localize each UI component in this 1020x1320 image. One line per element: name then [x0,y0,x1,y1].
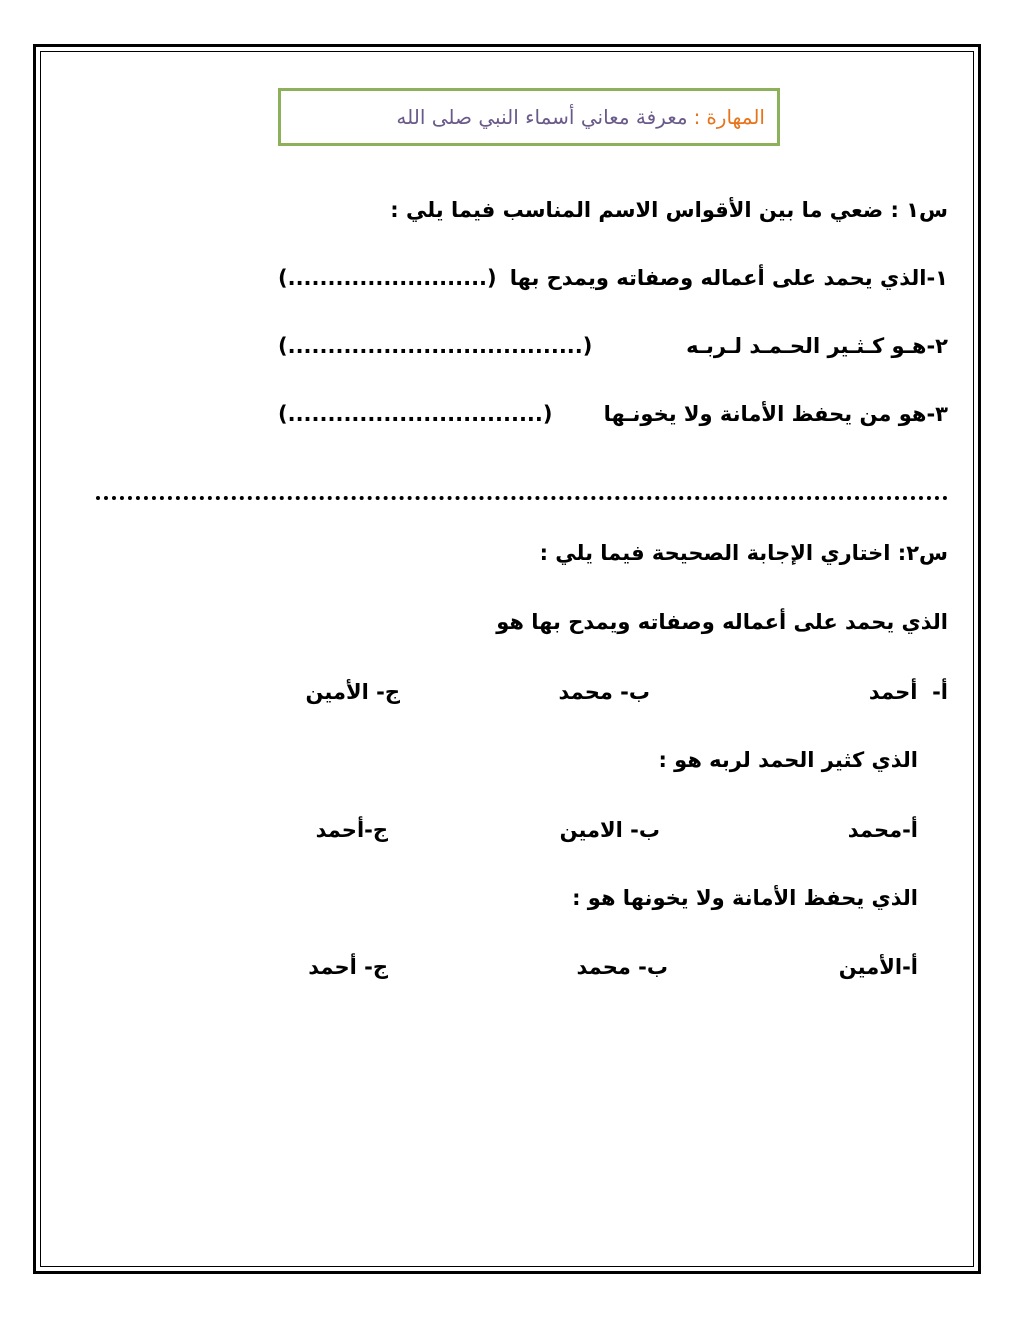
q2-heading: س٢: اختاري الإجابة الصحيحة فيما يلي : [539,541,948,565]
q2-1-option-b[interactable]: ب- محمد [558,680,650,704]
q2-2-option-c[interactable]: ج-أحمد [315,818,388,842]
q2-3-option-a[interactable]: أ-الأمين [838,955,918,979]
q1-item-1-text: ١-الذي يحمد على أعماله وصفاته ويمدح بها [509,266,948,290]
q1-item-1-blank[interactable]: (.........................) [278,266,497,290]
q2-2-option-a[interactable]: أ-محمد [847,818,918,842]
q2-3-option-b[interactable]: ب- محمد [576,955,668,979]
q1-heading: س١ : ضعي ما بين الأقواس الاسم المناسب فيما يلي : [390,198,948,222]
q1-item-1 [278,266,948,290]
q2-1-option-a[interactable]: أ- أحمد [868,680,948,704]
skill-separator: : [693,105,701,129]
q2-stem-2: الذي كثير الحمد لربه هو : [658,748,918,772]
skill-text: معرفة معاني أسماء النبي صلى الله [396,105,688,129]
skill-box [278,88,780,146]
q1-item-2-blank[interactable]: (.....................................) [278,334,593,358]
skill-label: المهارة [706,105,765,129]
q1-item-2-text: ٢-هـو كـثـير الحـمـد لـربـه [686,334,948,358]
q1-item-3-blank[interactable]: (................................) [278,402,553,426]
page-border-inner [40,51,974,1267]
dotted-separator [96,482,948,500]
q2-2-option-b[interactable]: ب- الامين [559,818,660,842]
q1-item-3 [278,402,948,426]
q1-item-3-text: ٣-هو من يحفظ الأمانة ولا يخونـها [603,402,948,426]
q1-item-2 [278,334,948,358]
q2-stem-3: الذي يحفظ الأمانة ولا يخونها هو : [572,886,918,910]
q2-1-option-c[interactable]: ج- الأمين [305,680,400,704]
q2-3-option-c[interactable]: ج- أحمد [308,955,388,979]
q2-stem-1: الذي يحمد على أعماله وصفاته ويمدح بها هو [496,610,948,634]
